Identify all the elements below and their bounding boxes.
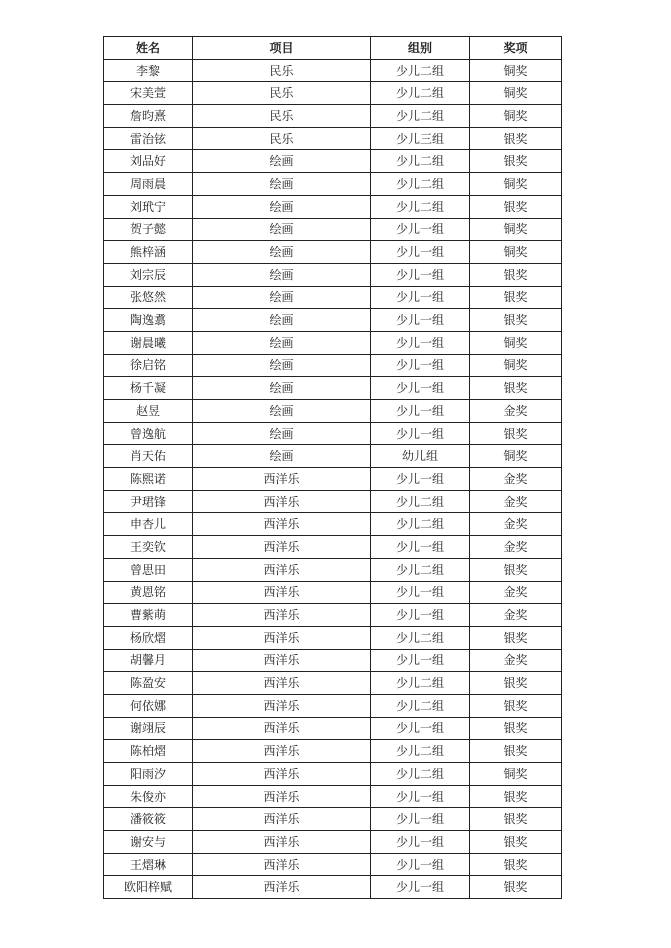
cell-group: 少儿二组 — [371, 694, 470, 717]
cell-group: 少儿一组 — [371, 286, 470, 309]
cell-group: 少儿二组 — [371, 626, 470, 649]
cell-award: 银奖 — [470, 876, 562, 899]
table-row — [104, 82, 562, 105]
cell-name: 陈柏熠 — [104, 740, 193, 763]
cell-group: 少儿二组 — [371, 82, 470, 105]
cell-name: 徐启铭 — [104, 354, 193, 377]
cell-award: 银奖 — [470, 853, 562, 876]
cell-item: 西洋乐 — [193, 536, 371, 559]
cell-group: 少儿一组 — [371, 581, 470, 604]
cell-award: 银奖 — [470, 626, 562, 649]
table-row — [104, 649, 562, 672]
table-row — [104, 377, 562, 400]
cell-name: 詹昀熹 — [104, 105, 193, 128]
cell-award: 铜奖 — [470, 241, 562, 264]
cell-award: 银奖 — [470, 558, 562, 581]
cell-item: 绘画 — [193, 354, 371, 377]
cell-item: 西洋乐 — [193, 672, 371, 695]
table-row — [104, 808, 562, 831]
cell-award: 铜奖 — [470, 354, 562, 377]
cell-item: 绘画 — [193, 400, 371, 423]
cell-name: 潘筱筱 — [104, 808, 193, 831]
cell-group: 少儿一组 — [371, 331, 470, 354]
cell-item: 绘画 — [193, 445, 371, 468]
cell-name: 杨欣熠 — [104, 626, 193, 649]
cell-name: 周雨晨 — [104, 173, 193, 196]
cell-group: 少儿一组 — [371, 876, 470, 899]
table-row — [104, 241, 562, 264]
table-row — [104, 853, 562, 876]
cell-group: 少儿二组 — [371, 150, 470, 173]
table-row — [104, 672, 562, 695]
cell-name: 杨千凝 — [104, 377, 193, 400]
table-row — [104, 105, 562, 128]
cell-group: 少儿三组 — [371, 127, 470, 150]
table-row — [104, 445, 562, 468]
table-row — [104, 173, 562, 196]
table-row — [104, 717, 562, 740]
cell-group: 少儿一组 — [371, 831, 470, 854]
cell-item: 西洋乐 — [193, 717, 371, 740]
cell-award: 银奖 — [470, 831, 562, 854]
cell-name: 李黎 — [104, 59, 193, 82]
table-row — [104, 263, 562, 286]
cell-group: 少儿一组 — [371, 354, 470, 377]
cell-item: 西洋乐 — [193, 490, 371, 513]
cell-item: 西洋乐 — [193, 513, 371, 536]
cell-item: 绘画 — [193, 173, 371, 196]
cell-group: 少儿二组 — [371, 763, 470, 786]
cell-name: 朱俊亦 — [104, 785, 193, 808]
cell-award: 铜奖 — [470, 59, 562, 82]
cell-group: 少儿一组 — [371, 649, 470, 672]
cell-group: 少儿二组 — [371, 558, 470, 581]
cell-name: 刘玳宁 — [104, 195, 193, 218]
cell-name: 曾思田 — [104, 558, 193, 581]
cell-award: 银奖 — [470, 377, 562, 400]
table-row — [104, 422, 562, 445]
cell-group: 少儿一组 — [371, 400, 470, 423]
table-row — [104, 127, 562, 150]
cell-item: 西洋乐 — [193, 649, 371, 672]
cell-item: 西洋乐 — [193, 808, 371, 831]
table-row — [104, 286, 562, 309]
cell-name: 雷治铉 — [104, 127, 193, 150]
cell-name: 欧阳梓赋 — [104, 876, 193, 899]
cell-item: 绘画 — [193, 150, 371, 173]
table-row — [104, 150, 562, 173]
cell-award: 铜奖 — [470, 218, 562, 241]
table-row — [104, 558, 562, 581]
cell-name: 陈熙诺 — [104, 468, 193, 491]
header-award: 奖项 — [470, 37, 562, 60]
cell-name: 何依娜 — [104, 694, 193, 717]
cell-item: 绘画 — [193, 241, 371, 264]
cell-award: 银奖 — [470, 150, 562, 173]
cell-award: 金奖 — [470, 468, 562, 491]
header-row — [104, 37, 562, 60]
table-row — [104, 876, 562, 899]
cell-item: 民乐 — [193, 59, 371, 82]
cell-name: 曾逸航 — [104, 422, 193, 445]
cell-group: 少儿一组 — [371, 377, 470, 400]
header-item: 项目 — [193, 37, 371, 60]
cell-group: 少儿一组 — [371, 536, 470, 559]
table-row — [104, 309, 562, 332]
table-row — [104, 354, 562, 377]
header-name: 姓名 — [104, 37, 193, 60]
cell-item: 民乐 — [193, 105, 371, 128]
table-row — [104, 763, 562, 786]
cell-item: 西洋乐 — [193, 740, 371, 763]
cell-name: 陶逸翥 — [104, 309, 193, 332]
cell-item: 西洋乐 — [193, 785, 371, 808]
cell-item: 绘画 — [193, 286, 371, 309]
cell-name: 王奕钦 — [104, 536, 193, 559]
cell-item: 民乐 — [193, 127, 371, 150]
cell-item: 绘画 — [193, 331, 371, 354]
cell-award: 银奖 — [470, 422, 562, 445]
cell-name: 刘品好 — [104, 150, 193, 173]
table-row — [104, 468, 562, 491]
cell-award: 铜奖 — [470, 105, 562, 128]
cell-award: 银奖 — [470, 309, 562, 332]
cell-award: 金奖 — [470, 400, 562, 423]
cell-item: 绘画 — [193, 422, 371, 445]
cell-item: 西洋乐 — [193, 831, 371, 854]
cell-name: 谢翊辰 — [104, 717, 193, 740]
cell-award: 金奖 — [470, 536, 562, 559]
cell-group: 幼儿组 — [371, 445, 470, 468]
table-row — [104, 831, 562, 854]
cell-name: 谢晨曦 — [104, 331, 193, 354]
cell-award: 银奖 — [470, 672, 562, 695]
cell-group: 少儿一组 — [371, 309, 470, 332]
table-header — [104, 37, 562, 60]
table-row — [104, 581, 562, 604]
cell-name: 肖天佑 — [104, 445, 193, 468]
cell-item: 绘画 — [193, 309, 371, 332]
cell-award: 金奖 — [470, 604, 562, 627]
table-row — [104, 604, 562, 627]
cell-award: 金奖 — [470, 490, 562, 513]
cell-award: 铜奖 — [470, 82, 562, 105]
cell-award: 铜奖 — [470, 331, 562, 354]
cell-award: 银奖 — [470, 694, 562, 717]
cell-group: 少儿二组 — [371, 195, 470, 218]
cell-group: 少儿一组 — [371, 422, 470, 445]
cell-group: 少儿二组 — [371, 513, 470, 536]
cell-item: 西洋乐 — [193, 694, 371, 717]
cell-award: 银奖 — [470, 785, 562, 808]
cell-item: 西洋乐 — [193, 853, 371, 876]
cell-award: 银奖 — [470, 717, 562, 740]
cell-group: 少儿一组 — [371, 717, 470, 740]
cell-name: 申杏儿 — [104, 513, 193, 536]
table-row — [104, 59, 562, 82]
table-row — [104, 195, 562, 218]
table-row — [104, 694, 562, 717]
awards-table — [103, 36, 562, 899]
cell-item: 西洋乐 — [193, 558, 371, 581]
cell-name: 黄恩铭 — [104, 581, 193, 604]
cell-item: 西洋乐 — [193, 604, 371, 627]
cell-item: 绘画 — [193, 377, 371, 400]
cell-item: 西洋乐 — [193, 626, 371, 649]
cell-name: 王熠琳 — [104, 853, 193, 876]
cell-item: 绘画 — [193, 195, 371, 218]
table-row — [104, 626, 562, 649]
cell-group: 少儿二组 — [371, 672, 470, 695]
cell-name: 刘宗辰 — [104, 263, 193, 286]
cell-name: 赵昱 — [104, 400, 193, 423]
table-row — [104, 740, 562, 763]
cell-name: 阳雨汐 — [104, 763, 193, 786]
cell-group: 少儿一组 — [371, 263, 470, 286]
cell-name: 胡馨月 — [104, 649, 193, 672]
cell-name: 熊梓涵 — [104, 241, 193, 264]
cell-name: 贺子懿 — [104, 218, 193, 241]
cell-name: 张悠然 — [104, 286, 193, 309]
table-row — [104, 331, 562, 354]
cell-name: 陈盈安 — [104, 672, 193, 695]
cell-award: 金奖 — [470, 581, 562, 604]
cell-award: 银奖 — [470, 263, 562, 286]
cell-group: 少儿一组 — [371, 853, 470, 876]
cell-item: 西洋乐 — [193, 763, 371, 786]
cell-award: 铜奖 — [470, 445, 562, 468]
cell-group: 少儿二组 — [371, 105, 470, 128]
cell-name: 宋美萱 — [104, 82, 193, 105]
cell-item: 绘画 — [193, 218, 371, 241]
cell-award: 铜奖 — [470, 763, 562, 786]
cell-group: 少儿二组 — [371, 740, 470, 763]
table-row — [104, 400, 562, 423]
cell-group: 少儿一组 — [371, 468, 470, 491]
cell-group: 少儿二组 — [371, 490, 470, 513]
cell-name: 谢安与 — [104, 831, 193, 854]
cell-group: 少儿二组 — [371, 173, 470, 196]
cell-group: 少儿一组 — [371, 604, 470, 627]
cell-item: 民乐 — [193, 82, 371, 105]
cell-name: 曹紫萌 — [104, 604, 193, 627]
cell-item: 西洋乐 — [193, 581, 371, 604]
cell-group: 少儿一组 — [371, 241, 470, 264]
cell-award: 银奖 — [470, 195, 562, 218]
table-row — [104, 490, 562, 513]
cell-item: 绘画 — [193, 263, 371, 286]
cell-item: 西洋乐 — [193, 468, 371, 491]
header-group: 组别 — [371, 37, 470, 60]
cell-item: 西洋乐 — [193, 876, 371, 899]
cell-award: 铜奖 — [470, 173, 562, 196]
cell-award: 银奖 — [470, 127, 562, 150]
cell-award: 金奖 — [470, 513, 562, 536]
table-body — [104, 59, 562, 898]
cell-award: 银奖 — [470, 286, 562, 309]
table-row — [104, 785, 562, 808]
cell-award: 金奖 — [470, 649, 562, 672]
table-row — [104, 218, 562, 241]
cell-group: 少儿一组 — [371, 808, 470, 831]
cell-award: 银奖 — [470, 808, 562, 831]
cell-group: 少儿一组 — [371, 218, 470, 241]
cell-group: 少儿一组 — [371, 785, 470, 808]
cell-group: 少儿二组 — [371, 59, 470, 82]
cell-award: 银奖 — [470, 740, 562, 763]
cell-name: 尹珺锋 — [104, 490, 193, 513]
table-row — [104, 513, 562, 536]
table-row — [104, 536, 562, 559]
